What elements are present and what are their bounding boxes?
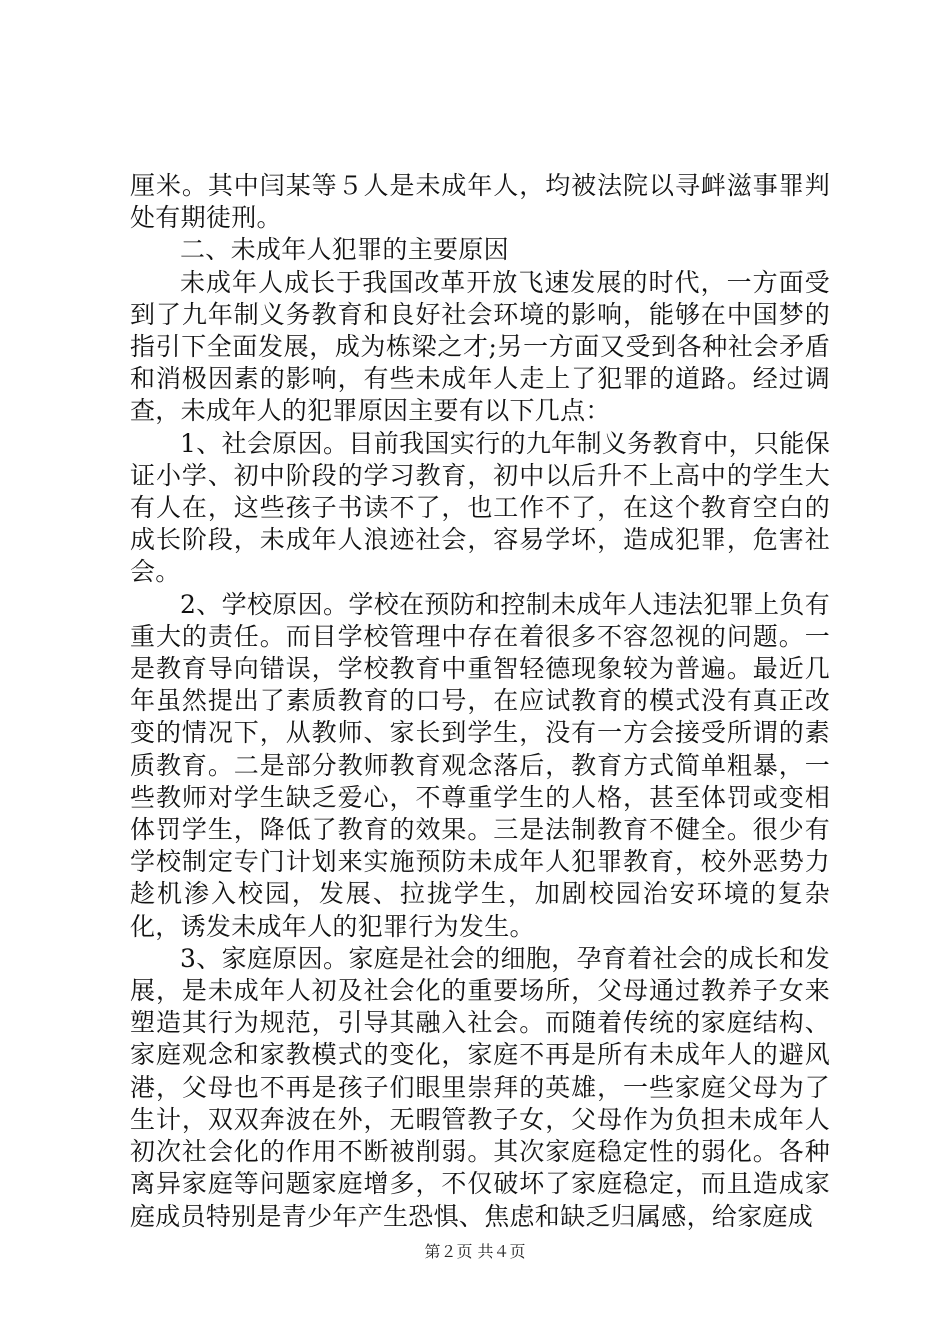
section-heading: 二、未成年人犯罪的主要原因	[180, 235, 509, 265]
paragraph-social-reasons: 1、社会原因。目前我国实行的九年制义务教育中，只能保证小学、初中阶段的学习教育，初中以后升不上高中的学生大有人在，这些孩子书读不了，也工作不了，在这个教育空白的成长阶段，未成年人浪迹社会，容易学坏，造成犯罪，危害社会。	[130, 428, 830, 587]
paragraph-school-reasons: 2、学校原因。学校在预防和控制未成年人违法犯罪上负有重大的责任。而目学校管理中存在着很多不容忽视的问题。一是教育导向错误，学校教育中重智轻德现象较为普遍。最近几年虽然提出了素质教育的口号，在应试教育的模式没有真正改变的情况下，从教师、家长到学生，没有一方会接受所谓的素质教育。二是部分教师教育观念落后，教育方式简单粗暴，一些教师对学生缺乏爱心，不尊重学生的人格，甚至体罚或变相体罚学生，降低了教育的效果。三是法制教育不健全。很少有学校制定专门计划来实施预防未成年人犯罪教育，校外恶势力趁机渗入校园，发展、拉拢学生，加剧校园治安环境的复杂化，诱发未成年人的犯罪行为发生。	[130, 589, 830, 941]
paragraph-family-reasons: 3、家庭原因。家庭是社会的细胞，孕育着社会的成长和发展，是未成年人初及社会化的重要场所，父母通过教养子女来塑造其行为规范，引导其融入社会。而随着传统的家庭结构、家庭观念和家教模式的变化，家庭不再是所有未成年人的避风港，父母也不再是孩子们眼里崇拜的英雄，一些家庭父母为了生计，双双奔波在外，无暇管教子女，父母作为负担未成年人初次社会化的作用不断被削弱。其次家庭稳定性的弱化。各种离异家庭等问题家庭增多，不仅破坏了家庭稳定，而且造成家庭成员特别是青少年产生恐惧、焦虑和缺乏归属感，给家庭成	[130, 943, 830, 1231]
document-body	[130, 170, 830, 1233]
paragraph-intro: 未成年人成长于我国改革开放飞速发展的时代，一方面受到了九年制义务教育和良好社会环境的影响，能够在中国梦的指引下全面发展，成为栋梁之才;另一方面又受到各种社会矛盾和消极因素的影响，有些未成年人走上了犯罪的道路。经过调查，未成年人的犯罪原因主要有以下几点：	[130, 267, 830, 426]
page-number-footer: 第２页 共４页	[424, 1242, 526, 1261]
paragraph-continuation: 厘米。其中闫某等５人是未成年人，均被法院以寻衅滋事罪判处有期徒刑。	[130, 171, 830, 233]
